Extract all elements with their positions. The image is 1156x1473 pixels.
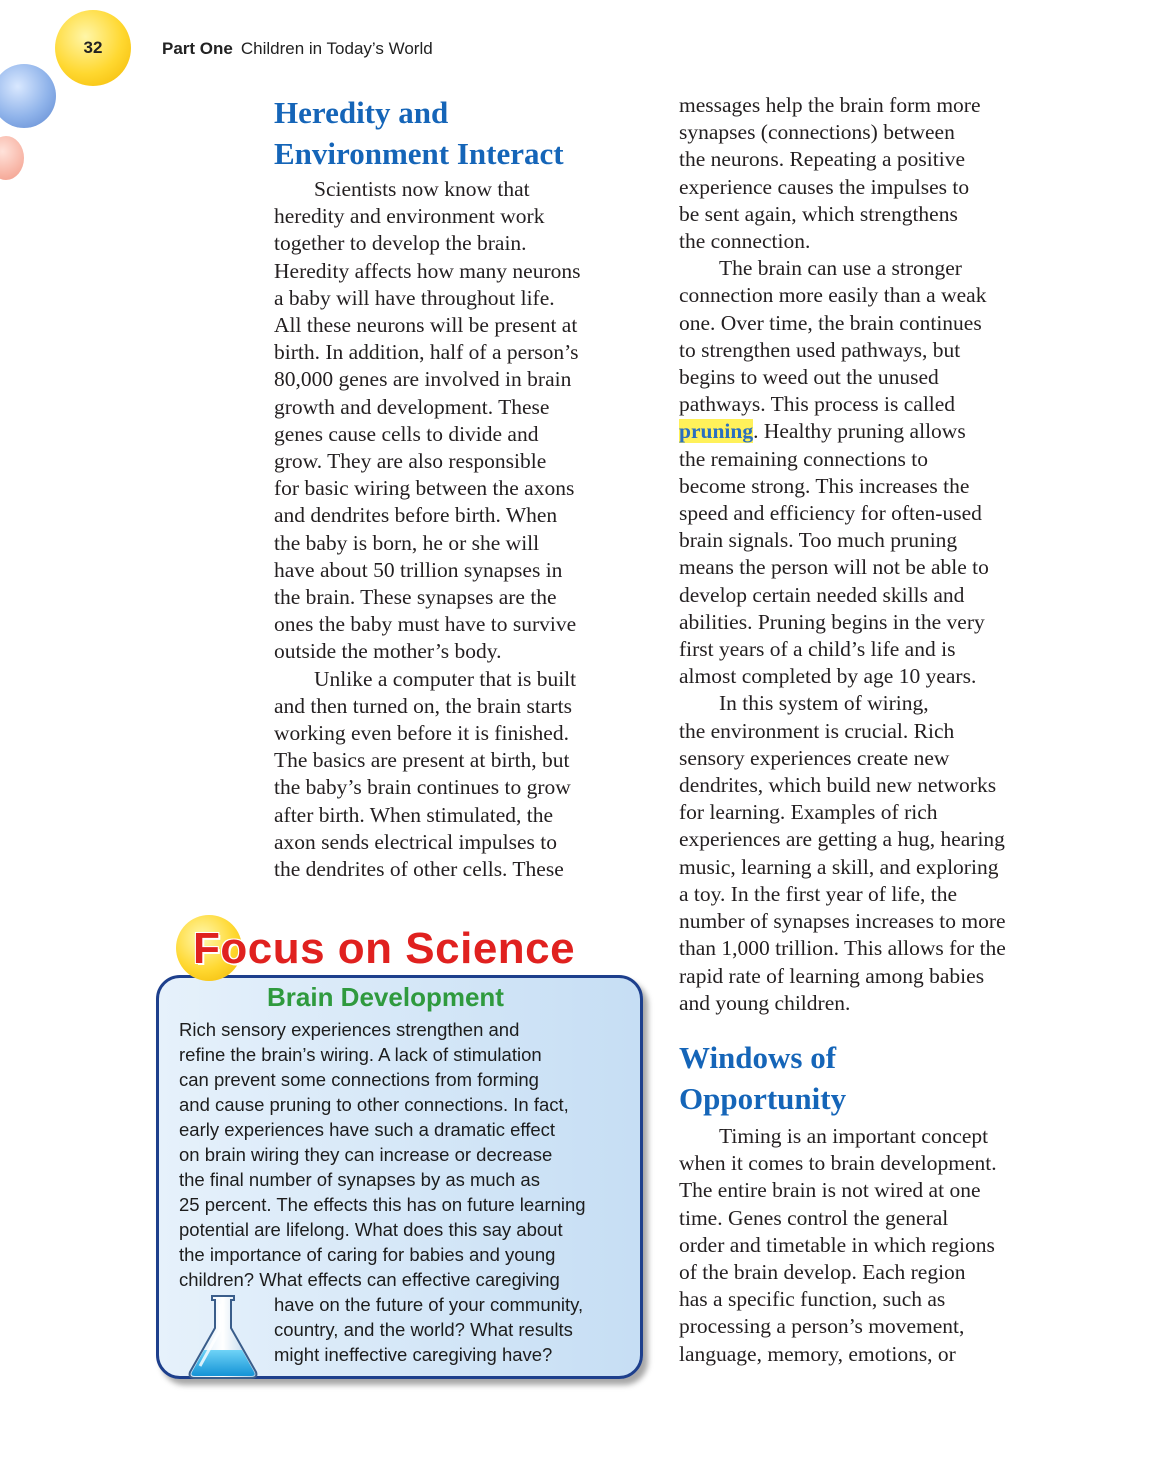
paragraph-pruning: The brain can use a stronger connection more easily than a weak one. Over time, the brain continues to strengthen used pathways, but begins to weed out the unused pathways. This process is called pruning. Healthy pruning allows the remaining connections to become strong. This increases the speed and efficiency for often-used brain signals. Too much pruning means the person will not be able to develop certain needed skills and abilities. Pruning begins in the very first years of a child’s life and is almost completed by age 10 years. bbox=[679, 256, 989, 689]
key-term-pruning: pruning bbox=[679, 419, 754, 444]
running-head-title: Children in Today’s World bbox=[240, 39, 433, 58]
page-number: 32 bbox=[83, 38, 103, 57]
section-heading-windows: Windows of Opportunity bbox=[679, 1039, 847, 1116]
right-column bbox=[679, 92, 1051, 1368]
flask-icon bbox=[186, 1292, 260, 1382]
left-column bbox=[274, 92, 640, 883]
focus-text: Rich sensory experiences strengthen and refine the brain’s wiring. A lack of stimulation can prevent some connections from forming and cause pruning to other connections. In fact, early experiences have such a dramatic effect on brain wiring they can increase or decrease the final number of synapses by as much as 25 percent. The effects this has on future learning potential are lifelong. What does this say about the importance of caring for babies and young children? What effects can effective caregiving have on the future of your community, country, and the world? What results might ineffective caregiving have? bbox=[179, 1019, 586, 1365]
paragraph-computer: Unlike a computer that is built and then turned on, the brain starts working even before it is finished. The basics are present at birth, but the baby’s brain continues to grow after birth. When stimulated, the axon sends electrical impulses to the dendrites of other cells. These bbox=[274, 666, 577, 882]
paragraph-wiring: In this system of wiring, the environment is crucial. Rich sensory experiences create new dendrites, which build new networks for learning. Examples of rich experiences are getting a hug, hearing music, learning a skill, and exploring a toy. In the first year of life, the number of synapses increases to more than 1,000 trillion. This allows for the rapid rate of learning among babies and young children. bbox=[679, 691, 1006, 1015]
section-heading-heredity: Heredity and Environment Interact bbox=[274, 95, 564, 171]
paragraph-timing: Timing is an important concept when it comes to brain development. The entire brain is not wired at one time. Genes control the general order and timetable in which regions of the brain develop. Each region has a specific function, such as processing a person’s movement, language, memory, emotions, or bbox=[679, 1123, 997, 1366]
paragraph-continued: messages help the brain form more synapses (connections) between the neurons. Repeating a positive experience causes the impulses to be sent again, which strengthens the connection. bbox=[679, 93, 981, 254]
focus-title: Focus on Science bbox=[193, 924, 576, 973]
decorative-pink-circle bbox=[0, 136, 24, 180]
running-head bbox=[162, 39, 433, 59]
decorative-blue-circle bbox=[0, 64, 56, 128]
focus-subtitle: Brain Development bbox=[267, 982, 504, 1012]
running-head-part: Part One bbox=[162, 39, 233, 58]
paragraph-scientists: Scientists now know that heredity and environment work together to develop the brain. Heredity affects how many neurons a baby will have throughout life. All these neurons will be present at birth. In addition, half of a person’s 80,000 genes are involved in brain growth and development. These genes cause cells to divide and grow. They are also responsible for basic wiring between the axons and dendrites before birth. When the baby is born, he or she will have about 50 trillion synapses in the brain. These synapses are the ones the baby must have to survive outside the mother’s body. bbox=[274, 177, 581, 664]
